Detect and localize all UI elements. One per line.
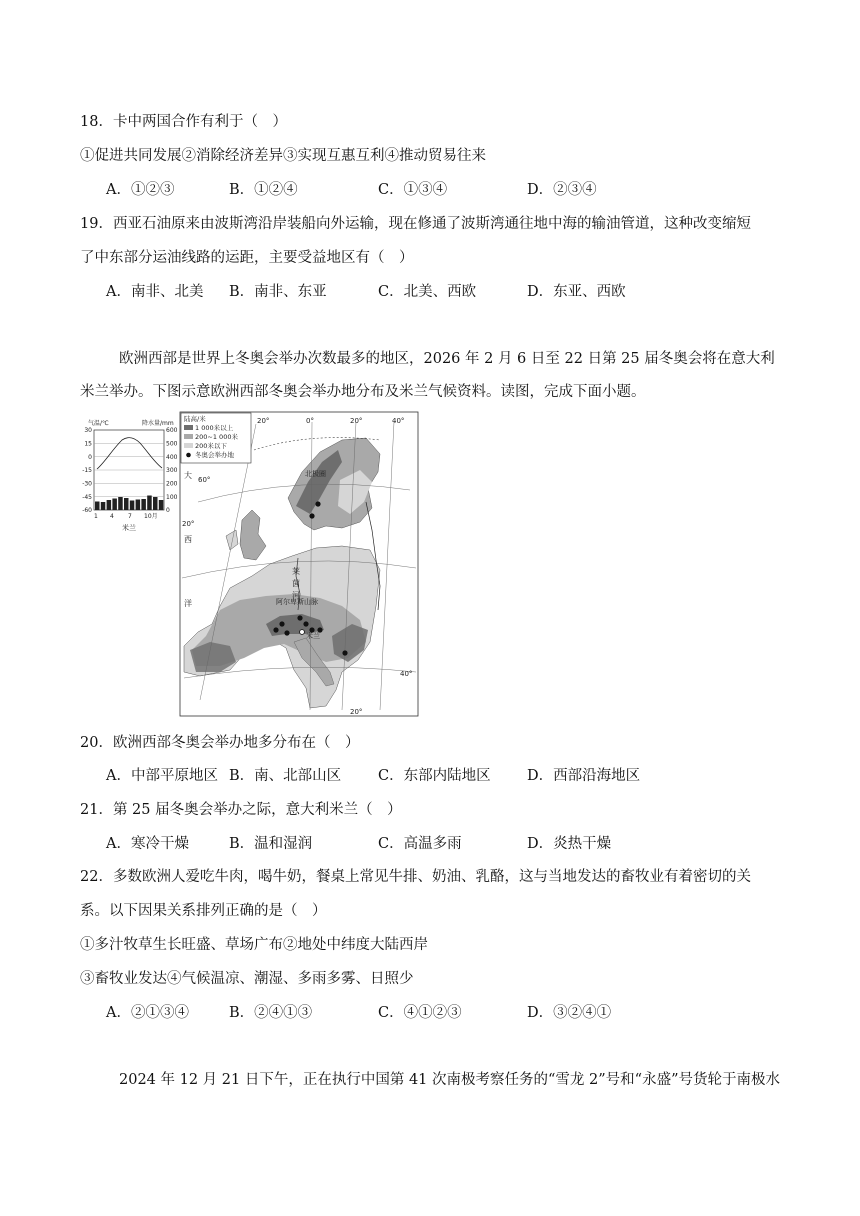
precip-tick: 0	[166, 507, 170, 514]
q22-items-line1: ①多汁牧草生长旺盛、草场广布②地处中纬度大陆西岸	[80, 937, 428, 953]
ocean-char: 洋	[184, 599, 192, 608]
q22-items-line2: ③畜牧业发达④气候温凉、潮湿、多雨多雾、日照少	[80, 971, 414, 987]
map-legend	[181, 413, 251, 463]
precip-tick: 600	[166, 427, 178, 434]
legend-swatch-mid	[184, 434, 193, 439]
temp-tick: 30	[84, 427, 92, 434]
lon-label: 0°	[306, 417, 314, 425]
q18-items: ①促进共同发展②消除经济差异③实现互惠互利④推动贸易往来	[80, 148, 486, 164]
passage2-line1: 2024 年 12 月 21 日下午，正在执行中国第 41 次南极考察任务的“雪龙 2”号和“永盛”号货轮于南极水	[119, 1072, 780, 1088]
q22-option-c: C．④①②③	[378, 1005, 462, 1021]
passage1-line2: 米兰举办。下图示意欧洲西部冬奥会举办地分布及米兰气候资料。读图，完成下面小题。	[80, 384, 646, 400]
q21-option-b: B．温和湿润	[229, 836, 313, 852]
q21-option-c: C．高温多雨	[378, 836, 462, 852]
month-tick: 4	[110, 513, 114, 520]
lon-label: 40°	[392, 417, 405, 425]
figure-svg	[80, 410, 420, 720]
precip-bar	[101, 502, 106, 510]
venue-point	[315, 501, 320, 506]
ocean-char: 大	[184, 471, 192, 480]
venue-point	[273, 627, 278, 632]
milan-label: 米兰	[306, 632, 320, 640]
legend-venue-dot	[186, 453, 191, 458]
europe-map	[180, 412, 418, 716]
precip-bar	[95, 502, 100, 511]
legend-item-mid: 200~1 000米	[195, 433, 238, 441]
lon-label: 20°	[257, 417, 270, 425]
venue-point	[309, 513, 314, 518]
month-tick: 7	[128, 513, 132, 520]
q18-stem: 18．卡中两国合作有利于（ ）	[80, 114, 287, 130]
legend-item-high: 1 000米以上	[195, 424, 234, 432]
q21-stem: 21．第 25 届冬奥会举办之际，意大利米兰（ ）	[80, 802, 402, 818]
q20-option-b: B．南、北部山区	[229, 768, 342, 784]
precip-tick: 400	[166, 454, 178, 461]
legend-item-venue: 冬奥会举办地	[195, 451, 234, 459]
precip-tick: 200	[166, 480, 178, 488]
passage1-line1: 欧洲西部是世界上冬奥会举办次数最多的地区，2026 年 2 月 6 日至 22 日第 25 届冬奥会将在意大利	[119, 351, 775, 367]
q22-stem-line1: 22．多数欧洲人爱吃牛肉，喝牛奶，餐桌上常见牛排、奶油、乳酪，这与当地发达的畜牧业有着密切的关	[80, 869, 751, 885]
q18-option-d: D．②③④	[527, 182, 597, 198]
precip-bar	[153, 497, 158, 510]
temp-tick: -30	[82, 480, 92, 488]
q20-stem: 20．欧洲西部冬奥会举办地多分布在（ ）	[80, 735, 360, 751]
rhine-char: 茵	[292, 579, 300, 588]
q22-option-b: B．②④①③	[229, 1005, 313, 1021]
precip-bars	[95, 496, 163, 511]
climate-chart	[82, 419, 177, 532]
temp-tick: -60	[82, 507, 92, 514]
q18-option-b: B．①②④	[229, 182, 298, 198]
ocean-char: 西	[184, 535, 192, 544]
milan-marker	[300, 630, 305, 635]
precip-bar	[141, 499, 146, 510]
precip-tick: 100	[166, 494, 178, 501]
q22-stem-line2: 系。以下因果关系排列正确的是（ ）	[80, 903, 327, 919]
q18-option-c: C．①③④	[378, 182, 448, 198]
lat-label: 20°	[182, 520, 195, 528]
q22-option-d: D．③②④①	[527, 1005, 612, 1021]
month-tick: 1	[94, 513, 98, 520]
temp-tick: -15	[82, 467, 92, 474]
q19-option-a: A．南非、北美	[106, 284, 204, 300]
temp-tick: 15	[84, 440, 92, 448]
q19-option-c: C．北美、西欧	[378, 284, 477, 300]
lat-label: 40°	[400, 670, 413, 678]
arctic-circle-label: 北极圈	[305, 470, 326, 478]
q19-stem-line2: 了中东部分运油线路的运距，主要受益地区有（ ）	[80, 250, 414, 266]
precip-tick: 300	[166, 467, 178, 474]
lon-label: 20°	[350, 417, 363, 425]
q20-option-a: A．中部平原地区	[106, 768, 218, 784]
q21-option-d: D．炎热干燥	[527, 836, 612, 852]
precip-bar	[107, 500, 112, 510]
venue-point	[303, 621, 308, 626]
precip-bar	[124, 498, 129, 510]
precip-bar	[112, 499, 117, 511]
legend-swatch-low	[184, 443, 193, 448]
q19-option-b: B．南非、东亚	[229, 284, 327, 300]
venue-point	[284, 630, 289, 635]
climate-city-label: 米兰	[122, 524, 136, 532]
rhine-char: 河	[292, 591, 300, 600]
temperature-curve	[97, 438, 162, 469]
precip-bar	[147, 496, 152, 511]
q20-option-c: C．东部内陆地区	[378, 768, 491, 784]
rhine-char: 莱	[292, 567, 300, 576]
lat-label: 60°	[198, 476, 211, 484]
venue-point	[279, 621, 284, 626]
month-tick: 10月	[144, 513, 158, 520]
venue-point	[297, 615, 302, 620]
figure	[80, 410, 420, 724]
temp-tick: -45	[82, 494, 92, 501]
precip-bar	[136, 500, 141, 511]
q19-option-d: D．东亚、西欧	[527, 284, 626, 300]
venue-point	[342, 650, 347, 655]
climate-right-axis-title: 降水量/mm	[142, 420, 174, 427]
q22-option-a: A．②①③④	[106, 1005, 189, 1021]
climate-left-axis-title: 气温/℃	[88, 420, 109, 427]
legend-item-low: 200米以下	[195, 442, 227, 450]
precip-bar	[118, 497, 123, 510]
alps-label: 阿尔卑斯山脉	[276, 598, 318, 606]
legend-swatch-high	[184, 425, 193, 430]
lon-label: 20°	[350, 708, 363, 716]
q21-option-a: A．寒冷干燥	[106, 836, 189, 852]
q18-option-a: A．①②③	[106, 182, 175, 198]
q20-option-d: D．西部沿海地区	[527, 768, 641, 784]
precip-bar	[130, 501, 135, 511]
temp-tick: 0	[88, 454, 92, 461]
legend-title: 陆高/米	[184, 415, 206, 423]
q19-stem-line1: 19．西亚石油原来由波斯湾沿岸装船向外运输，现在修通了波斯湾通往地中海的输油管道，这种改变缩短	[80, 216, 751, 232]
precip-bar	[159, 500, 164, 510]
precip-tick: 500	[166, 440, 178, 448]
